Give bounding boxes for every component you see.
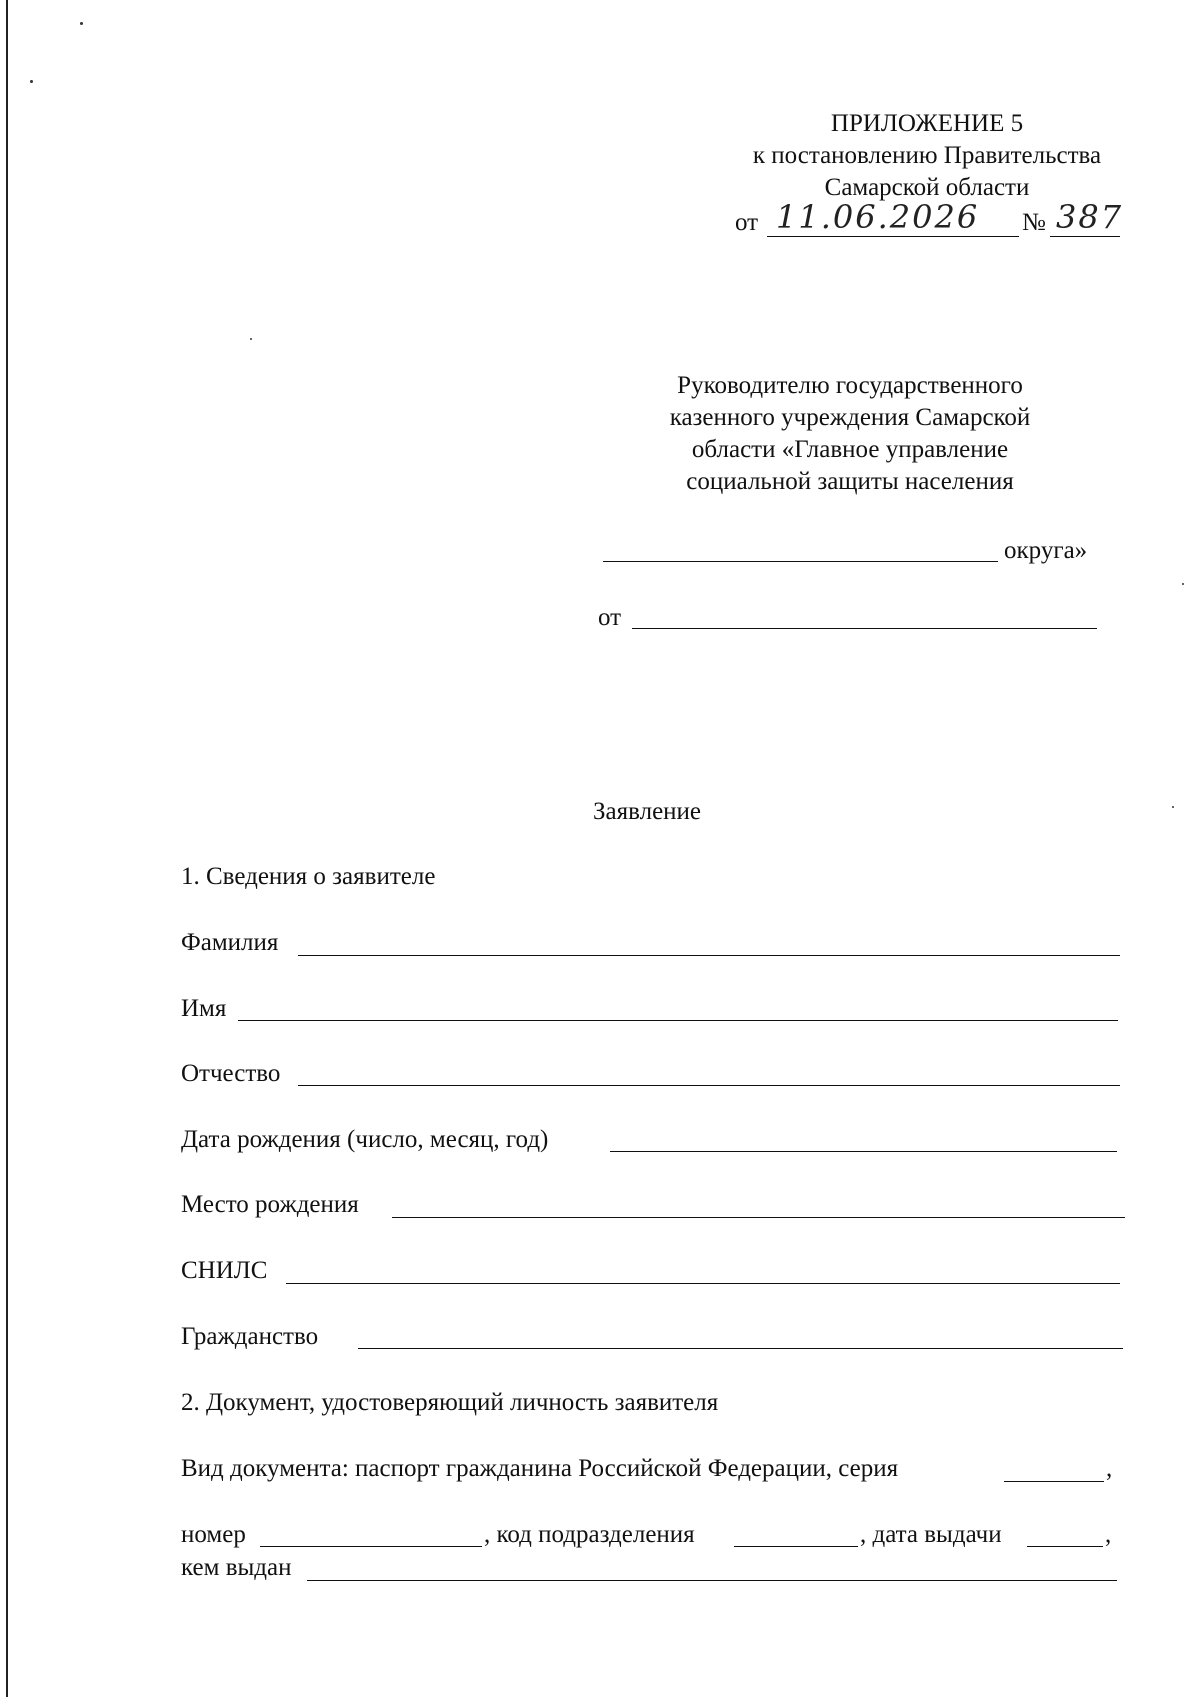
scan-speck [1172,806,1174,808]
surname-label: Фамилия [181,929,279,956]
scan-speck [1182,583,1184,585]
birth-place-field[interactable] [392,1217,1125,1218]
snils-field[interactable] [286,1283,1120,1284]
doc-type-label: Вид документа: паспорт гражданина Российской Федерации, серия [181,1455,899,1482]
applicant-from-field[interactable] [632,628,1097,629]
decree-number-label: № [1022,209,1046,236]
addressee-line-4: социальной защиты населения [686,468,1014,495]
issue-date-comma: , [1105,1521,1112,1548]
addressee-block [630,370,1070,498]
document-title: Заявление [593,798,702,825]
series-comma: , [1106,1455,1113,1482]
scan-speck [250,338,252,340]
decree-date-handwritten: 11.06.2026 [776,198,980,236]
decree-number-line [1050,236,1120,237]
surname-field[interactable] [298,955,1120,956]
issue-date-label: , дата выдачи [860,1521,1002,1548]
appendix-line-2: к постановлению Правительства [752,142,1102,169]
decree-number-handwritten: 387 [1056,198,1124,236]
issued-by-label: кем выдан [181,1554,292,1581]
appendix-title: ПРИЛОЖЕНИЕ 5 [830,110,1024,137]
addressee-line-3: области «Главное управление [691,436,1009,463]
passport-series-field[interactable] [1004,1481,1104,1482]
patronymic-field[interactable] [298,1085,1120,1086]
issue-date-field[interactable] [1027,1546,1103,1547]
decree-from-label: от [735,209,759,236]
passport-number-label: номер [181,1521,246,1548]
appendix-header [712,108,1142,204]
addressee-line-2: казенного учреждения Самарской [669,404,1031,431]
district-suffix: округа» [1004,537,1088,564]
addressee-line-1: Руководителю государственного [677,372,1023,399]
first-name-field[interactable] [238,1020,1118,1021]
district-name-field[interactable] [603,561,998,562]
decree-date-line [767,236,1019,237]
citizenship-label: Гражданство [181,1323,319,1350]
section-2-heading: 2. Документ, удостоверяющий личность заявителя [181,1389,719,1416]
birth-date-field[interactable] [610,1151,1117,1152]
appendix-line-3: Самарской области [824,174,1030,201]
first-name-label: Имя [181,995,227,1022]
section-1-heading: 1. Сведения о заявителе [181,863,436,890]
patronymic-label: Отчество [181,1060,281,1087]
division-code-field[interactable] [734,1546,858,1547]
scan-speck [80,22,83,25]
scan-edge [6,0,8,1697]
scan-speck [30,80,33,83]
passport-number-field[interactable] [260,1546,482,1547]
issued-by-field[interactable] [307,1580,1117,1581]
citizenship-field[interactable] [358,1348,1123,1349]
division-code-label: , код подразделения [484,1521,695,1548]
snils-label: СНИЛС [181,1257,268,1284]
birth-date-label: Дата рождения (число, месяц, год) [181,1126,549,1153]
birth-place-label: Место рождения [181,1191,359,1218]
applicant-from-label: от [598,604,622,631]
